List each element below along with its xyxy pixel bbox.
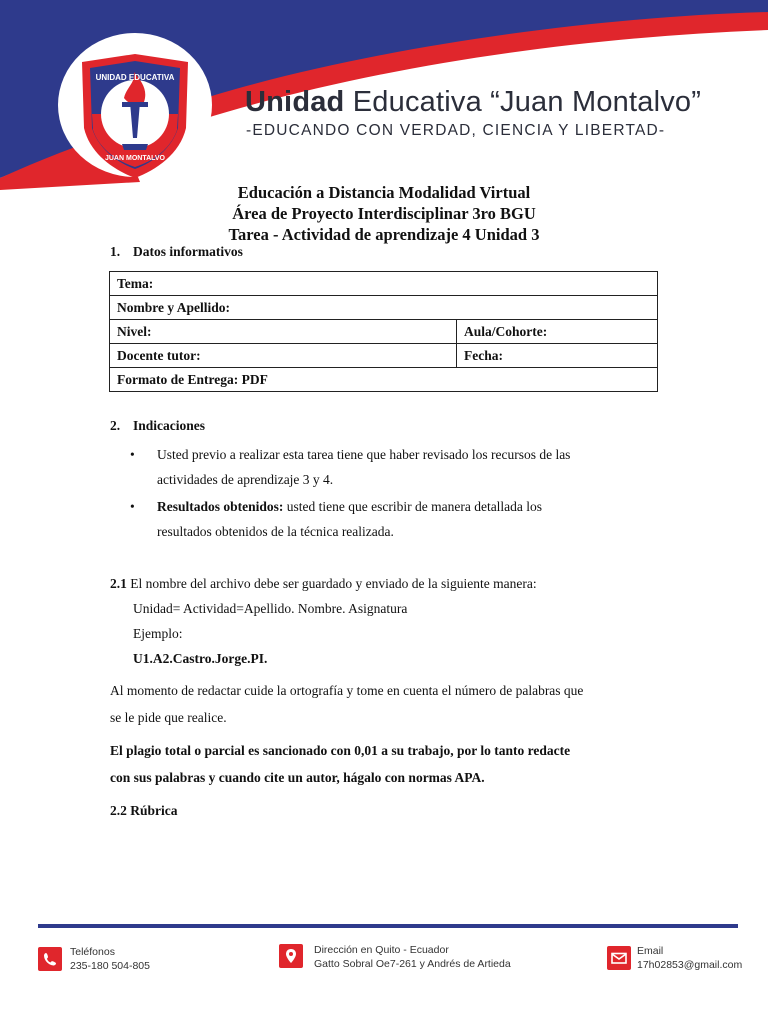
- info-table: [109, 271, 658, 392]
- file-name-format: Unidad= Actividad=Apellido. Nombre. Asignatura: [133, 601, 408, 616]
- title-line-3: Tarea - Actividad de aprendizaje 4 Unidad 3: [228, 225, 540, 244]
- section-2-1-text: El nombre del archivo debe ser guardado y enviado de la siguiente manera:: [126, 576, 537, 591]
- spelling-line-2: se le pide que realice.: [110, 710, 227, 725]
- example-label: Ejemplo:: [133, 626, 183, 641]
- instruction-1-line-1: Usted previo a realizar esta tarea tiene que haber revisado los recursos de las: [157, 447, 571, 462]
- school-logo: [60, 48, 210, 182]
- section-1-number: 1.: [110, 244, 121, 259]
- spelling-line-1: Al momento de redactar cuide la ortografía y tome en cuenta el número de palabras que: [110, 683, 584, 698]
- section-1-heading: [110, 244, 243, 260]
- cell-nombre: Nombre y Apellido:: [110, 296, 658, 320]
- instruction-2-line-2: resultados obtenidos de la técnica realizada.: [157, 524, 394, 539]
- plagiarism-line-2: con sus palabras y cuando cite un autor, hágalo con normas APA.: [110, 770, 485, 785]
- email-value: 17h02853@gmail.com: [637, 959, 743, 971]
- cell-docente: Docente tutor:: [110, 344, 457, 368]
- document-titles: [0, 182, 768, 245]
- title-line-1: Educación a Distancia Modalidad Virtual: [237, 183, 531, 202]
- location-pin-icon: [279, 944, 303, 968]
- bullet-icon: •: [130, 499, 135, 514]
- instruction-item-2: [130, 494, 658, 544]
- phone-icon: [38, 947, 62, 971]
- section-2-number: 2.: [110, 418, 121, 433]
- instruction-1-line-2: actividades de aprendizaje 3 y 4.: [157, 472, 334, 487]
- email-label: Email: [637, 945, 664, 957]
- cell-formato: Formato de Entrega: PDF: [110, 368, 658, 392]
- school-name-bold: Unidad: [245, 86, 345, 118]
- footer-phone: [70, 945, 150, 973]
- example-value: U1.A2.Castro.Jorge.PI.: [133, 651, 268, 666]
- phone-label: Teléfonos: [70, 946, 115, 958]
- title-line-2: Área de Proyecto Interdisciplinar 3ro BGU: [232, 204, 536, 223]
- plagiarism-paragraph: [110, 737, 658, 791]
- phone-value: 235-180 504-805: [70, 960, 150, 972]
- logo-bottom-text: JUAN MONTALVO: [104, 155, 166, 162]
- instruction-2-line-1: usted tiene que escribir de manera detallada los: [283, 499, 543, 514]
- cell-nivel: Nivel:: [110, 320, 457, 344]
- address-label: Dirección en Quito - Ecuador: [314, 944, 449, 956]
- section-2-title: Indicaciones: [133, 418, 206, 433]
- school-name-rest: Educativa “Juan Montalvo”: [352, 86, 702, 118]
- section-1-title: Datos informativos: [133, 244, 243, 259]
- school-tagline: -EDUCANDO CON VERDAD, CIENCIA Y LIBERTAD-: [246, 122, 666, 139]
- section-2-1: [110, 571, 537, 671]
- address-value: Gatto Sobral Oe7-261 y Andrés de Artieda: [314, 958, 511, 970]
- school-name: [245, 86, 701, 119]
- email-icon: [607, 946, 631, 970]
- logo-top-text: UNIDAD EDUCATIVA: [95, 73, 175, 82]
- section-2-heading: [110, 418, 205, 434]
- cell-fecha: Fecha:: [457, 344, 658, 368]
- section-2-1-number: 2.1: [110, 576, 127, 591]
- instruction-2-bold: Resultados obtenidos:: [157, 499, 284, 514]
- instruction-item-1: [130, 442, 658, 492]
- footer-address: [314, 943, 511, 971]
- plagiarism-line-1: El plagio total o parcial es sancionado con 0,01 a su trabajo, por lo tanto redacte: [110, 743, 571, 758]
- cell-aula: Aula/Cohorte:: [457, 320, 658, 344]
- footer-email: [637, 944, 742, 972]
- spelling-paragraph: [110, 677, 658, 731]
- cell-tema: Tema:: [110, 272, 658, 296]
- section-2-2-heading: 2.2 Rúbrica: [110, 803, 178, 818]
- bullet-icon: •: [130, 447, 135, 462]
- instructions-list: [130, 442, 658, 544]
- footer-divider: [38, 924, 738, 928]
